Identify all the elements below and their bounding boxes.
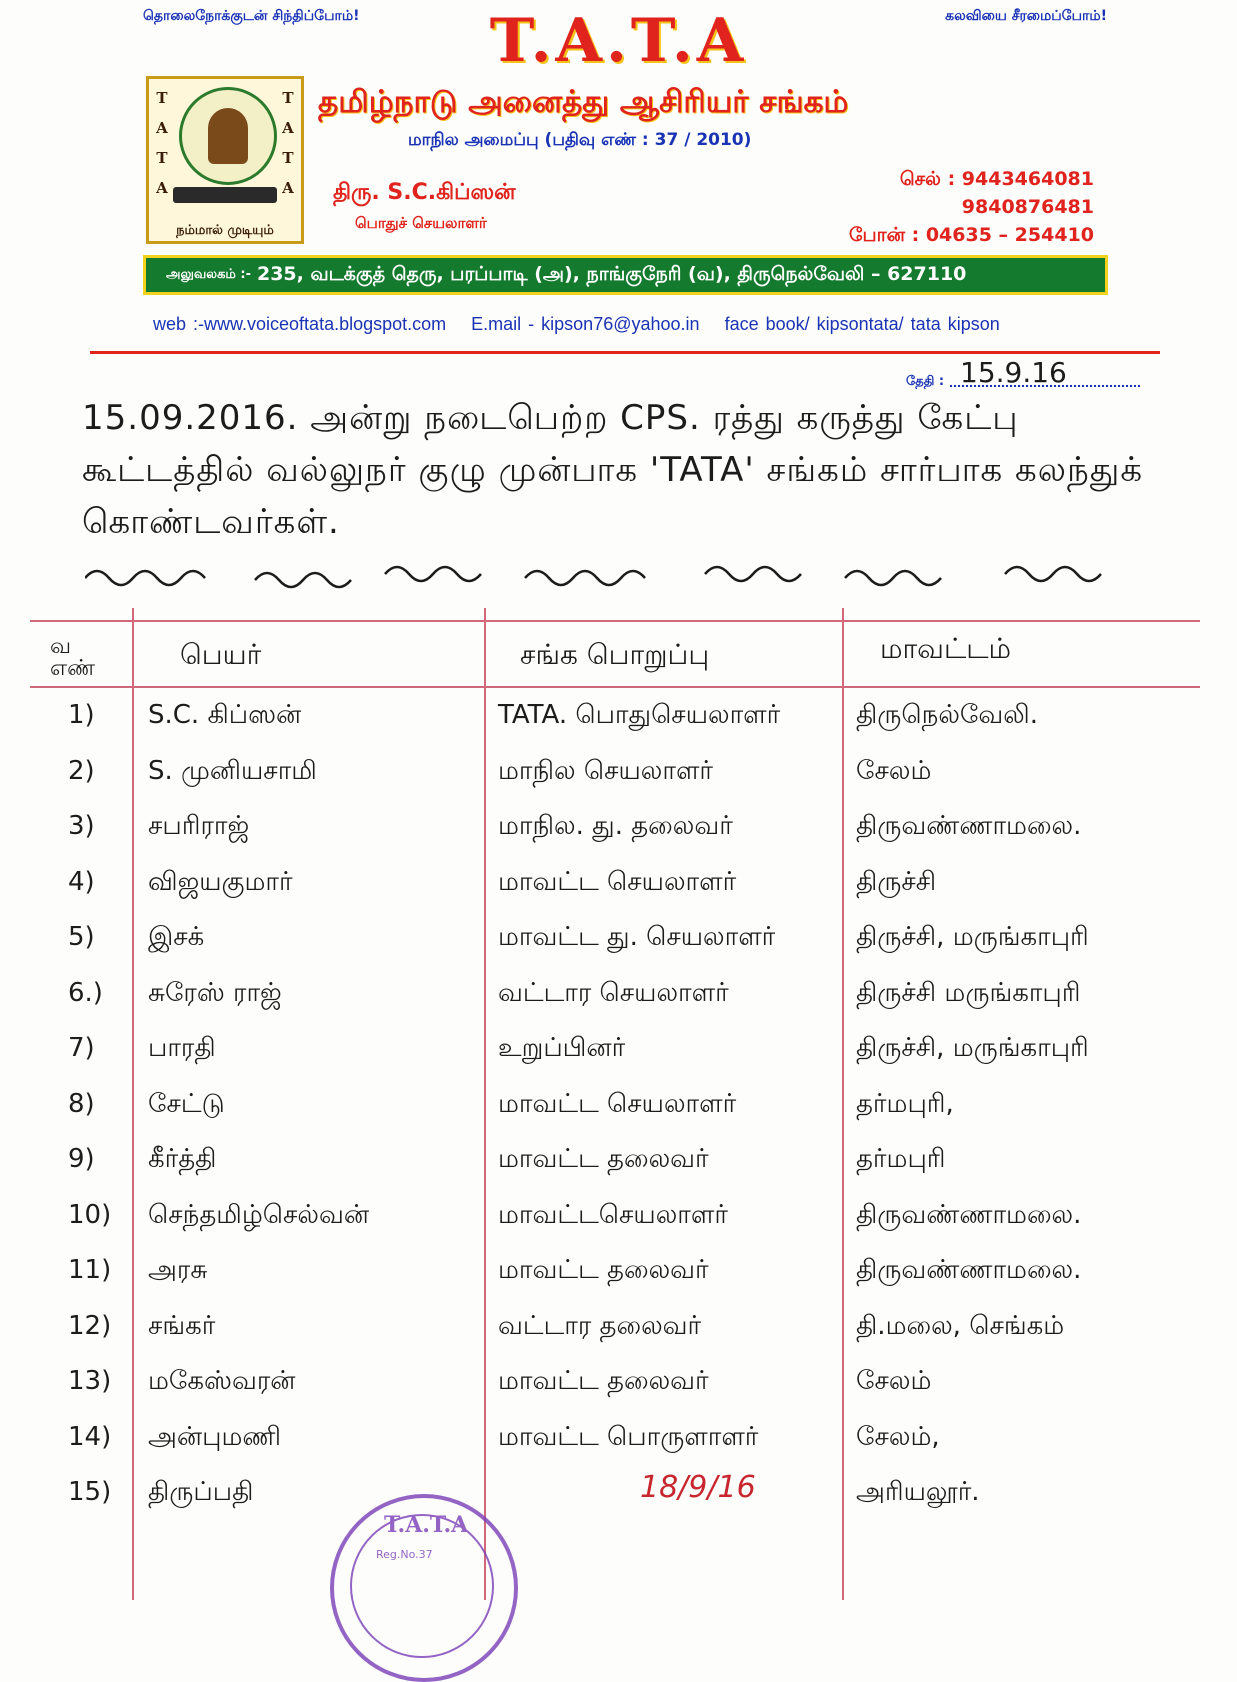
row-serial: 3) [68, 811, 95, 841]
row-serial: 15) [68, 1477, 112, 1507]
row-name: சங்கர் [148, 1310, 216, 1341]
wavy-underline-icon [85, 556, 1185, 592]
row-name: S. முனியசாமி [148, 755, 317, 786]
header-role: சங்க பொறுப்பு [520, 638, 710, 671]
meeting-heading: 15.09.2016. அன்று நடைபெற்ற CPS. ரத்து கருத்து கேட்பு கூட்டத்தில் வல்லுநர் குழு முன்பாக 'TATA' சங்கம் சார்பாக கலந்துக் கொண்டவர்கள். [82, 398, 1144, 542]
row-role: மாவட்ட தலைவர் [498, 1255, 709, 1285]
slogan-left: தொலைநோக்குடன் சிந்திப்போம்! [143, 8, 360, 24]
signature-date: 18/9/16 [640, 1470, 756, 1505]
row-role: மாவட்ட தலைவர் [498, 1144, 709, 1174]
row-role: மாநில செயலாளர் [498, 755, 714, 786]
row-role: மாவட்ட தலைவர் [498, 1366, 709, 1396]
row-district: திருவண்ணாமலை. [856, 1255, 1082, 1285]
row-serial: 6.) [68, 977, 103, 1008]
row-name: சபரிராஜ் [148, 811, 250, 841]
participants-table [30, 608, 1200, 1600]
website-link[interactable]: web :-www.voiceoftata.blogspot.com [153, 314, 447, 334]
row-serial: 11) [68, 1255, 112, 1285]
address-bar [143, 255, 1108, 295]
row-role: TATA. பொதுசெயலாளர் [498, 700, 781, 730]
column-divider [842, 608, 844, 1600]
row-serial: 14) [68, 1421, 112, 1452]
secretary-role: பொதுச் செயலாளர் [355, 214, 487, 232]
row-serial: 2) [68, 755, 95, 786]
row-role: மாவட்ட செயலாளர் [498, 866, 737, 897]
row-serial: 8) [68, 1088, 95, 1119]
header-divider [90, 351, 1160, 354]
facebook-link[interactable]: face book/ kipsontata/ tata kipson [724, 314, 1000, 334]
cell-phone-2: 9840876481 [961, 196, 1094, 218]
row-serial: 5) [68, 922, 95, 952]
row-serial: 7) [68, 1033, 95, 1063]
row-district: தர்மபுரி [856, 1144, 946, 1174]
row-role: மாநில. து. தலைவர் [498, 811, 733, 841]
row-serial: 12) [68, 1310, 112, 1341]
row-name: சுரேஸ் ராஜ் [148, 977, 282, 1008]
row-serial: 13) [68, 1366, 112, 1396]
row-district: திருச்சி மருங்காபுரி [856, 977, 1081, 1008]
row-name: திருப்பதி [148, 1477, 254, 1507]
row-name: அன்புமணி [148, 1421, 282, 1452]
header-name: பெயர் [180, 638, 262, 671]
official-stamp [330, 1494, 518, 1682]
landline-phone: போன் : 04635 – 254410 [849, 224, 1094, 246]
column-divider [484, 608, 486, 1600]
address-text: 235, வடக்குத் தெரு, பரப்பாடி (அ), நாங்குநேரி (வ), திருநெல்வேலி – 627110 [256, 262, 967, 285]
row-role: மாவட்டசெயலாளர் [498, 1199, 728, 1230]
row-district: திருவண்ணாமலை. [856, 1199, 1082, 1230]
stamp-subtext: Reg.No.37 [376, 1548, 433, 1561]
row-role: வட்டார தலைவர் [498, 1310, 702, 1341]
row-district: திருச்சி, மருங்காபுரி [856, 922, 1089, 952]
row-name: பாரதி [148, 1033, 216, 1063]
table-top-rule [30, 620, 1200, 622]
logo-caption: நம்மால் முடியும் [176, 223, 274, 238]
row-serial: 1) [68, 700, 95, 730]
logo-right-letters: T A T A [282, 89, 294, 197]
row-role: மாவட்ட செயலாளர் [498, 1088, 737, 1119]
registration-number: மாநில அமைப்பு (பதிவு எண் : 37 / 2010) [408, 130, 752, 150]
date-label: தேதி : [906, 374, 945, 389]
contact-line [153, 314, 1018, 335]
row-name: கீர்த்தி [148, 1144, 217, 1174]
stamp-title: T.A.T.A [384, 1512, 469, 1538]
organization-title: T.A.T.A [489, 6, 748, 76]
row-name: மகேஸ்வரன் [148, 1366, 296, 1396]
row-serial: 9) [68, 1144, 95, 1174]
row-district: திருச்சி, மருங்காபுரி [856, 1033, 1089, 1063]
logo-emblem-icon [179, 87, 277, 185]
email-link[interactable]: E.mail - kipson76@yahoo.in [471, 314, 700, 334]
row-name: S.C. கிப்ஸன் [148, 700, 302, 730]
logo-left-letters: T A T A [156, 89, 168, 197]
table-header-rule [30, 686, 1200, 688]
row-district: சேலம் [856, 755, 932, 786]
row-district: அரியலூர். [856, 1477, 980, 1507]
header-district: மாவட்டம் [880, 632, 1012, 665]
row-name: சேட்டு [148, 1088, 225, 1119]
row-district: திருநெல்வேலி. [856, 700, 1038, 730]
row-name: இசக் [148, 922, 205, 952]
row-name: விஜயகுமார் [148, 866, 293, 897]
address-label: அலுவலகம் :- [166, 267, 251, 282]
row-district: தி.மலை, செங்கம் [856, 1310, 1065, 1341]
row-role: மாவட்ட பொருளாளர் [498, 1421, 759, 1452]
cell-phone-1: செல் : 9443464081 [899, 168, 1094, 190]
logo-portrait-icon [208, 108, 248, 164]
header-serial: வ எண் [50, 634, 96, 681]
organization-logo [146, 76, 304, 244]
association-name: தமிழ்நாடு அனைத்து ஆசிரியர் சங்கம் [318, 84, 849, 120]
row-role: உறுப்பினர் [498, 1033, 626, 1063]
row-district: திருச்சி [856, 866, 937, 897]
row-name: அரசு [148, 1255, 208, 1285]
secretary-name: திரு. S.C.கிப்ஸன் [333, 180, 516, 205]
row-serial: 4) [68, 866, 95, 897]
column-divider [132, 608, 134, 1600]
row-role: வட்டார செயலாளர் [498, 977, 729, 1008]
row-role: மாவட்ட து. செயலாளர் [498, 922, 776, 952]
slogan-right: கலவியை சீரமைப்போம்! [945, 8, 1107, 24]
row-name: செந்தமிழ்செல்வன் [148, 1199, 370, 1230]
row-district: திருவண்ணாமலை. [856, 811, 1082, 841]
row-district: சேலம் [856, 1366, 932, 1396]
logo-ribbon-icon [173, 187, 277, 203]
row-district: தர்மபுரி, [856, 1088, 954, 1119]
row-district: சேலம், [856, 1421, 940, 1452]
date-value: 15.9.16 [960, 356, 1067, 389]
row-serial: 10) [68, 1199, 112, 1230]
